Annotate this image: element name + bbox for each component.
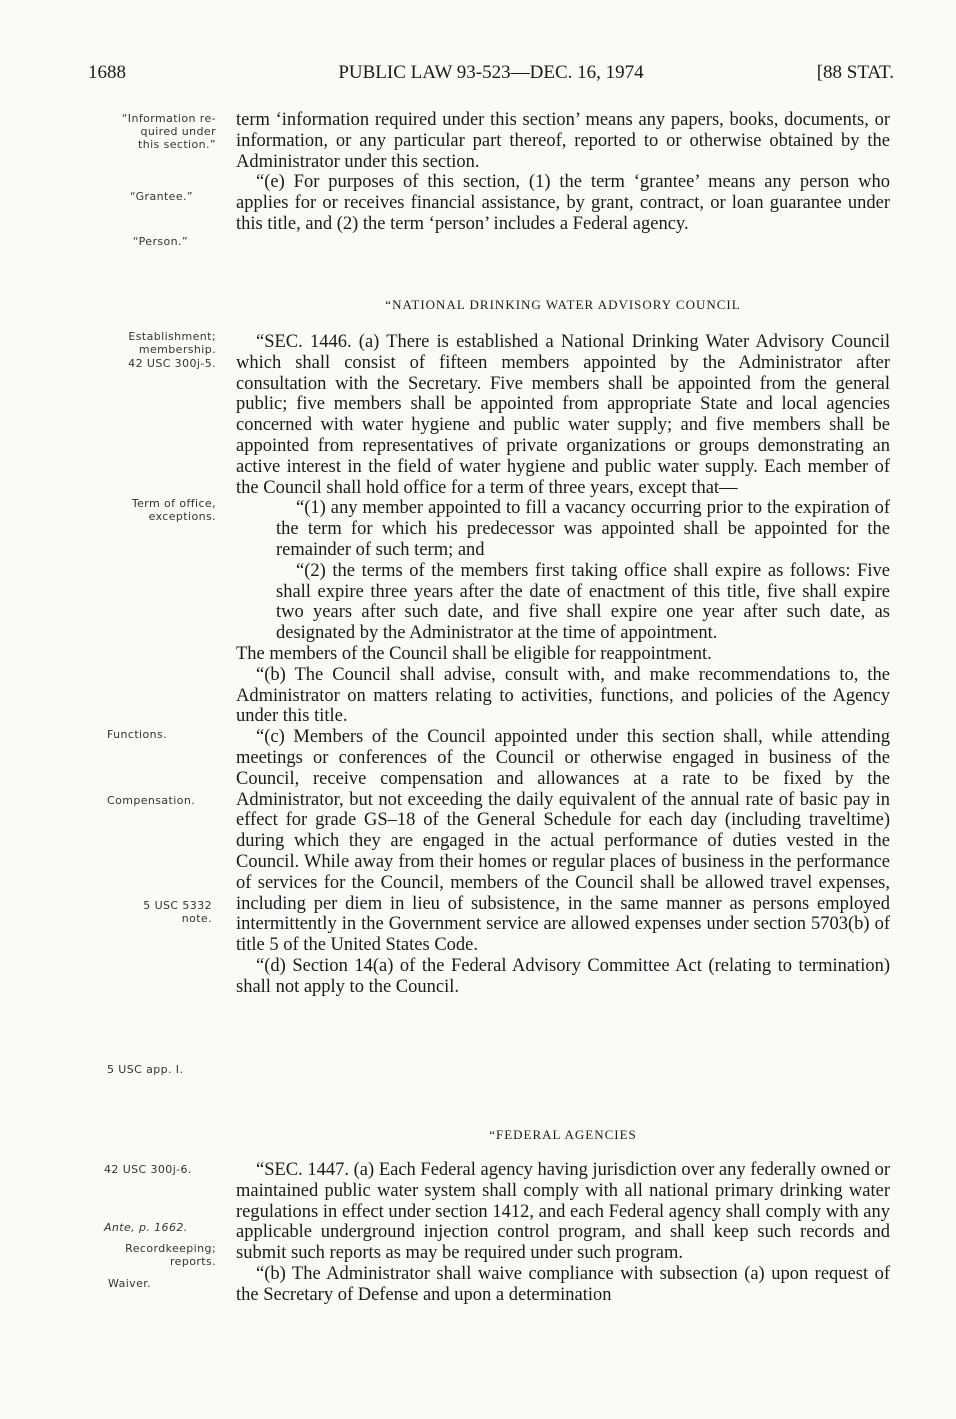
margin-note-waiver: Waiver. [108, 1277, 152, 1290]
paragraph: “(1) any member appointed to fill a vacancy occurring prior to the expiration of the term for which his predecessor was appointed shall be appointed for the remainder of such term; and [276, 498, 890, 560]
margin-note-ante: Ante, p. 1662. [104, 1221, 188, 1234]
page-number: 1688 [88, 62, 126, 83]
page-header [88, 62, 894, 90]
paragraph: “(b) The Council shall advise, consult with, and make recommendations to, the Administrator on matters relating to activities, functions, and policies of the Agency under this title. [236, 664, 890, 727]
section-heading: “FEDERAL AGENCIES [489, 1127, 637, 1142]
margin-note-term: Term of office, exceptions. [131, 497, 216, 523]
margin-note-usc-app: 5 USC app. I. [107, 1063, 184, 1076]
page-title: PUBLIC LAW 93-523—DEC. 16, 1974 [338, 62, 644, 83]
paragraph: “(2) the terms of the members first taking office shall expire as follows: Five shall expire three years after the date of enactment of this title, five shall expire two years after such date, and five shall expire one year after such date, as designated by the Administrator at the time of appointment. [276, 560, 890, 644]
body-block-3 [236, 1160, 890, 1306]
paragraph: “(e) For purposes of this section, (1) the term ‘grantee’ means any person who applies for or receives financial assistance, by grant, contract, or loan guarantee under this title, and (2) the term ‘person’ includes a Federal agency. [236, 172, 890, 234]
margin-note-grantee: “Grantee.” [129, 190, 193, 203]
margin-note-usc-300j5: 42 USC 300j-5. [128, 357, 216, 370]
body-block-2 [236, 332, 890, 998]
margin-note-establishment: Establishment; membership. [128, 330, 216, 356]
margin-note-functions: Functions. [107, 728, 168, 741]
margin-note-recordkeeping: Recordkeeping; reports. [125, 1242, 216, 1268]
section-heading: “NATIONAL DRINKING WATER ADVISORY COUNCIL [385, 297, 741, 312]
statute-volume: [88 STAT. [816, 62, 894, 83]
paragraph: “(d) Section 14(a) of the Federal Advisory Committee Act (relating to termination) shall not apply to the Council. [236, 955, 890, 997]
body-block-1 [236, 110, 890, 235]
paragraph: “(b) The Administrator shall waive compliance with subsection (a) upon request of the Secretary of Defense and upon a determination [236, 1263, 890, 1305]
margin-note-information: “Information re- quired under this section.” [121, 112, 216, 151]
paragraph: The members of the Council shall be eligible for reappointment. [236, 643, 712, 664]
paragraph: “SEC. 1447. (a) Each Federal agency having jurisdiction over any federally owned or maintained public water system shall comply with all national primary drinking water regulations in effect under section 1412, and each Federal agency shall comply with any applicable underground injection control program, and shall keep such records and submit such reports as may be required under such program. [236, 1160, 890, 1264]
margin-note-compensation: Compensation. [107, 794, 196, 807]
margin-note-usc-300j6: 42 USC 300j-6. [104, 1163, 192, 1176]
margin-note-person: “Person.” [132, 235, 188, 248]
paragraph: “(c) Members of the Council appointed under this section shall, while attending meetings or conferences of the Council or otherwise engaged in business of the Council, receive compensation and allowances at a rate to be fixed by the Administrator, but not exceeding the daily equivalent of the annual rate of basic pay in effect for grade GS–18 of the General Schedule for each day (including traveltime) during which they are engaged in the actual performance of duties vested in the Council. While away from their homes or regular places of business in the performance of services for the Council, members of the Council shall be allowed travel expenses, including per diem in lieu of subsistence, in the same manner as persons employed intermittently in the Government service are allowed expenses under section 5703(b) of title 5 of the United States Code. [236, 727, 890, 956]
paragraph: “SEC. 1446. (a) There is established a National Drinking Water Advisory Council which shall consist of fifteen members appointed by the Administrator after consultation with the Secretary. Five members shall be appointed from the general public; five members shall be appointed from appropriate State and local agencies concerned with water hygiene and public water supply; and five members shall be appointed from representatives of private organizations or groups demonstrating an active interest in the field of water hygiene and public water supply. Each member of the Council shall hold office for a term of three years, except that— [236, 332, 890, 498]
margin-note-usc-5332: 5 USC 5332 note. [143, 899, 212, 925]
paragraph: term ‘information required under this section’ means any papers, books, documents, or information, or any particular part thereof, reported to or otherwise obtained by the Administrator under this section. [236, 110, 890, 172]
